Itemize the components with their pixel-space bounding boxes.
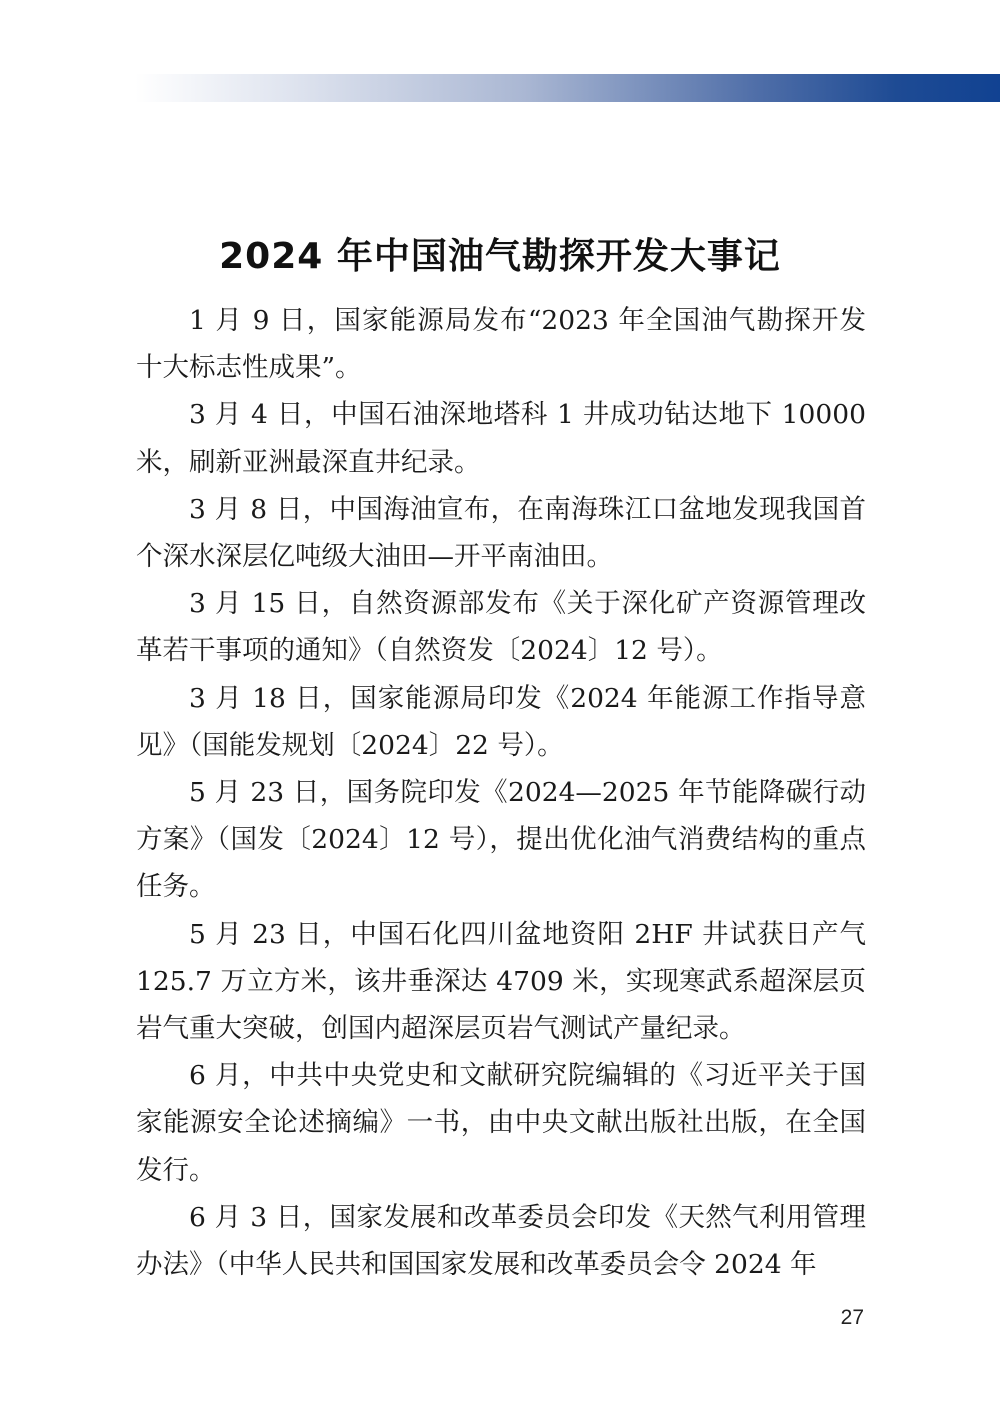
event-list [136, 297, 866, 1288]
event-paragraph: 1 月 9 日，国家能源局发布“2023 年全国油气勘探开发十大标志性成果”。 [136, 305, 866, 384]
event-paragraph: 3 月 4 日，中国石油深地塔科 1 井成功钻达地下 10000 米，刷新亚洲最深直井纪录。 [136, 399, 866, 478]
event-paragraph: 5 月 23 日，中国石化四川盆地资阳 2HF 井试获日产气 125.7 万立方米，该井垂深达 4709 米，实现寒武系超深层页岩气重大突破，创国内超深层页岩气测试产量纪录。 [136, 918, 866, 1045]
header-decorative-band [135, 74, 1000, 102]
event-paragraph: 5 月 23 日，国务院印发《2024—2025 年节能降碳行动方案》（国发〔2024〕12 号），提出优化油气消费结构的重点任务。 [136, 777, 866, 903]
event-paragraph: 6 月 3 日，国家发展和改革委员会印发《天然气利用管理办法》（中华人民共和国国家发展和改革委员会令 2024 年 [136, 1201, 866, 1281]
event-paragraph: 6 月，中共中央党史和文献研究院编辑的《习近平关于国家能源安全论述摘编》一书，由中央文献出版社出版，在全国发行。 [136, 1060, 866, 1186]
page-number: 27 [840, 1306, 864, 1329]
event-paragraph: 3 月 18 日，国家能源局印发《2024 年能源工作指导意见》（国能发规划〔2024〕22 号）。 [136, 682, 866, 761]
event-paragraph: 3 月 15 日，自然资源部发布《关于深化矿产资源管理改革若干事项的通知》（自然资发〔2024〕12 号）。 [136, 588, 866, 667]
event-paragraph: 3 月 8 日，中国海油宣布，在南海珠江口盆地发现我国首个深水深层亿吨级大油田—开平南油田。 [136, 493, 866, 573]
page-title: 2024 年中国油气勘探开发大事记 [219, 236, 781, 278]
